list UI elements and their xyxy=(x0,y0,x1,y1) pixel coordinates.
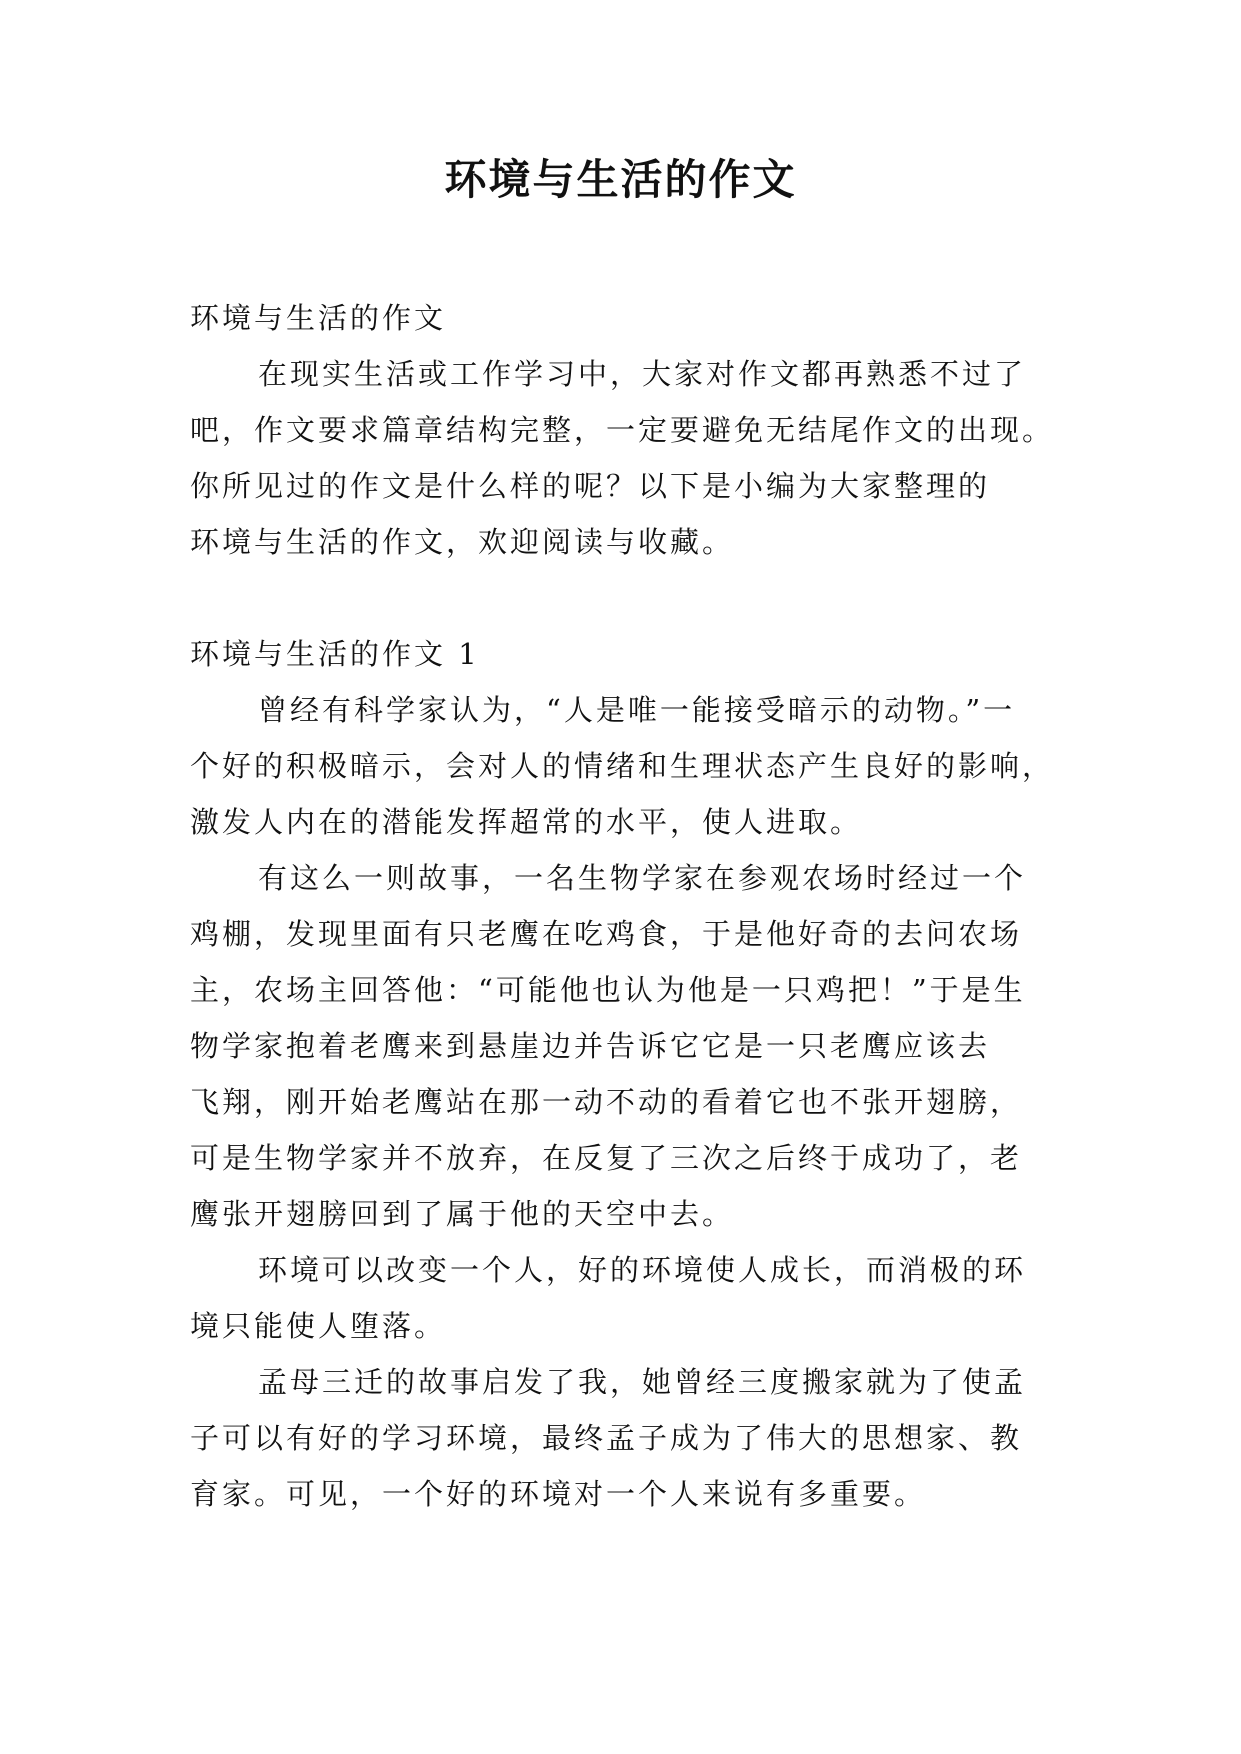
paragraph-line: 子可以有好的学习环境，最终孟子成为了伟大的思想家、教 xyxy=(190,1421,1023,1455)
intro-heading: 环境与生活的作文 xyxy=(190,301,447,335)
paragraph-line: 激发人内在的潜能发挥超常的水平，使人进取。 xyxy=(190,805,863,839)
paragraph-line: 飞翔，刚开始老鹰站在那一动不动的看着它也不张开翅膀， xyxy=(190,1085,1023,1119)
paragraph-line: 育家。可见，一个好的环境对一个人来说有多重要。 xyxy=(190,1477,927,1511)
intro-line: 环境与生活的作文，欢迎阅读与收藏。 xyxy=(190,525,735,559)
paragraph-line: 可是生物学家并不放弃，在反复了三次之后终于成功了，老 xyxy=(190,1141,1023,1175)
paragraph-line: 孟母三迁的故事启发了我，她曾经三度搬家就为了使孟 xyxy=(258,1365,1027,1399)
intro-line: 你所见过的作文是什么样的呢？以下是小编为大家整理的 xyxy=(190,469,991,503)
paragraph-line: 物学家抱着老鹰来到悬崖边并告诉它它是一只老鹰应该去 xyxy=(190,1029,991,1063)
paragraph-line: 主，农场主回答他：“可能他也认为他是一只鸡把！”于是生 xyxy=(190,973,1026,1007)
paragraph-line: 有这么一则故事，一名生物学家在参观农场时经过一个 xyxy=(258,861,1027,895)
section-spacer xyxy=(190,570,1050,626)
paragraph-line: 环境可以改变一个人，好的环境使人成长，而消极的环 xyxy=(258,1253,1027,1287)
document-body xyxy=(190,290,1055,1522)
paragraph-line: 境只能使人堕落。 xyxy=(190,1309,447,1343)
document-title: 环境与生活的作文 xyxy=(444,155,797,204)
paragraph-line: 鸡棚，发现里面有只老鹰在吃鸡食，于是他好奇的去问农场 xyxy=(190,917,1023,951)
paragraph-line: 曾经有科学家认为，“人是唯一能接受暗示的动物。”一 xyxy=(258,693,1016,727)
section-heading: 环境与生活的作文 1 xyxy=(190,637,480,671)
paragraph-line: 鹰张开翅膀回到了属于他的天空中去。 xyxy=(190,1197,735,1231)
intro-line: 吧，作文要求篇章结构完整，一定要避免无结尾作文的出现。 xyxy=(190,413,1055,447)
intro-line: 在现实生活或工作学习中，大家对作文都再熟悉不过了 xyxy=(258,357,1027,391)
paragraph-line: 个好的积极暗示，会对人的情绪和生理状态产生良好的影响， xyxy=(190,749,1055,783)
